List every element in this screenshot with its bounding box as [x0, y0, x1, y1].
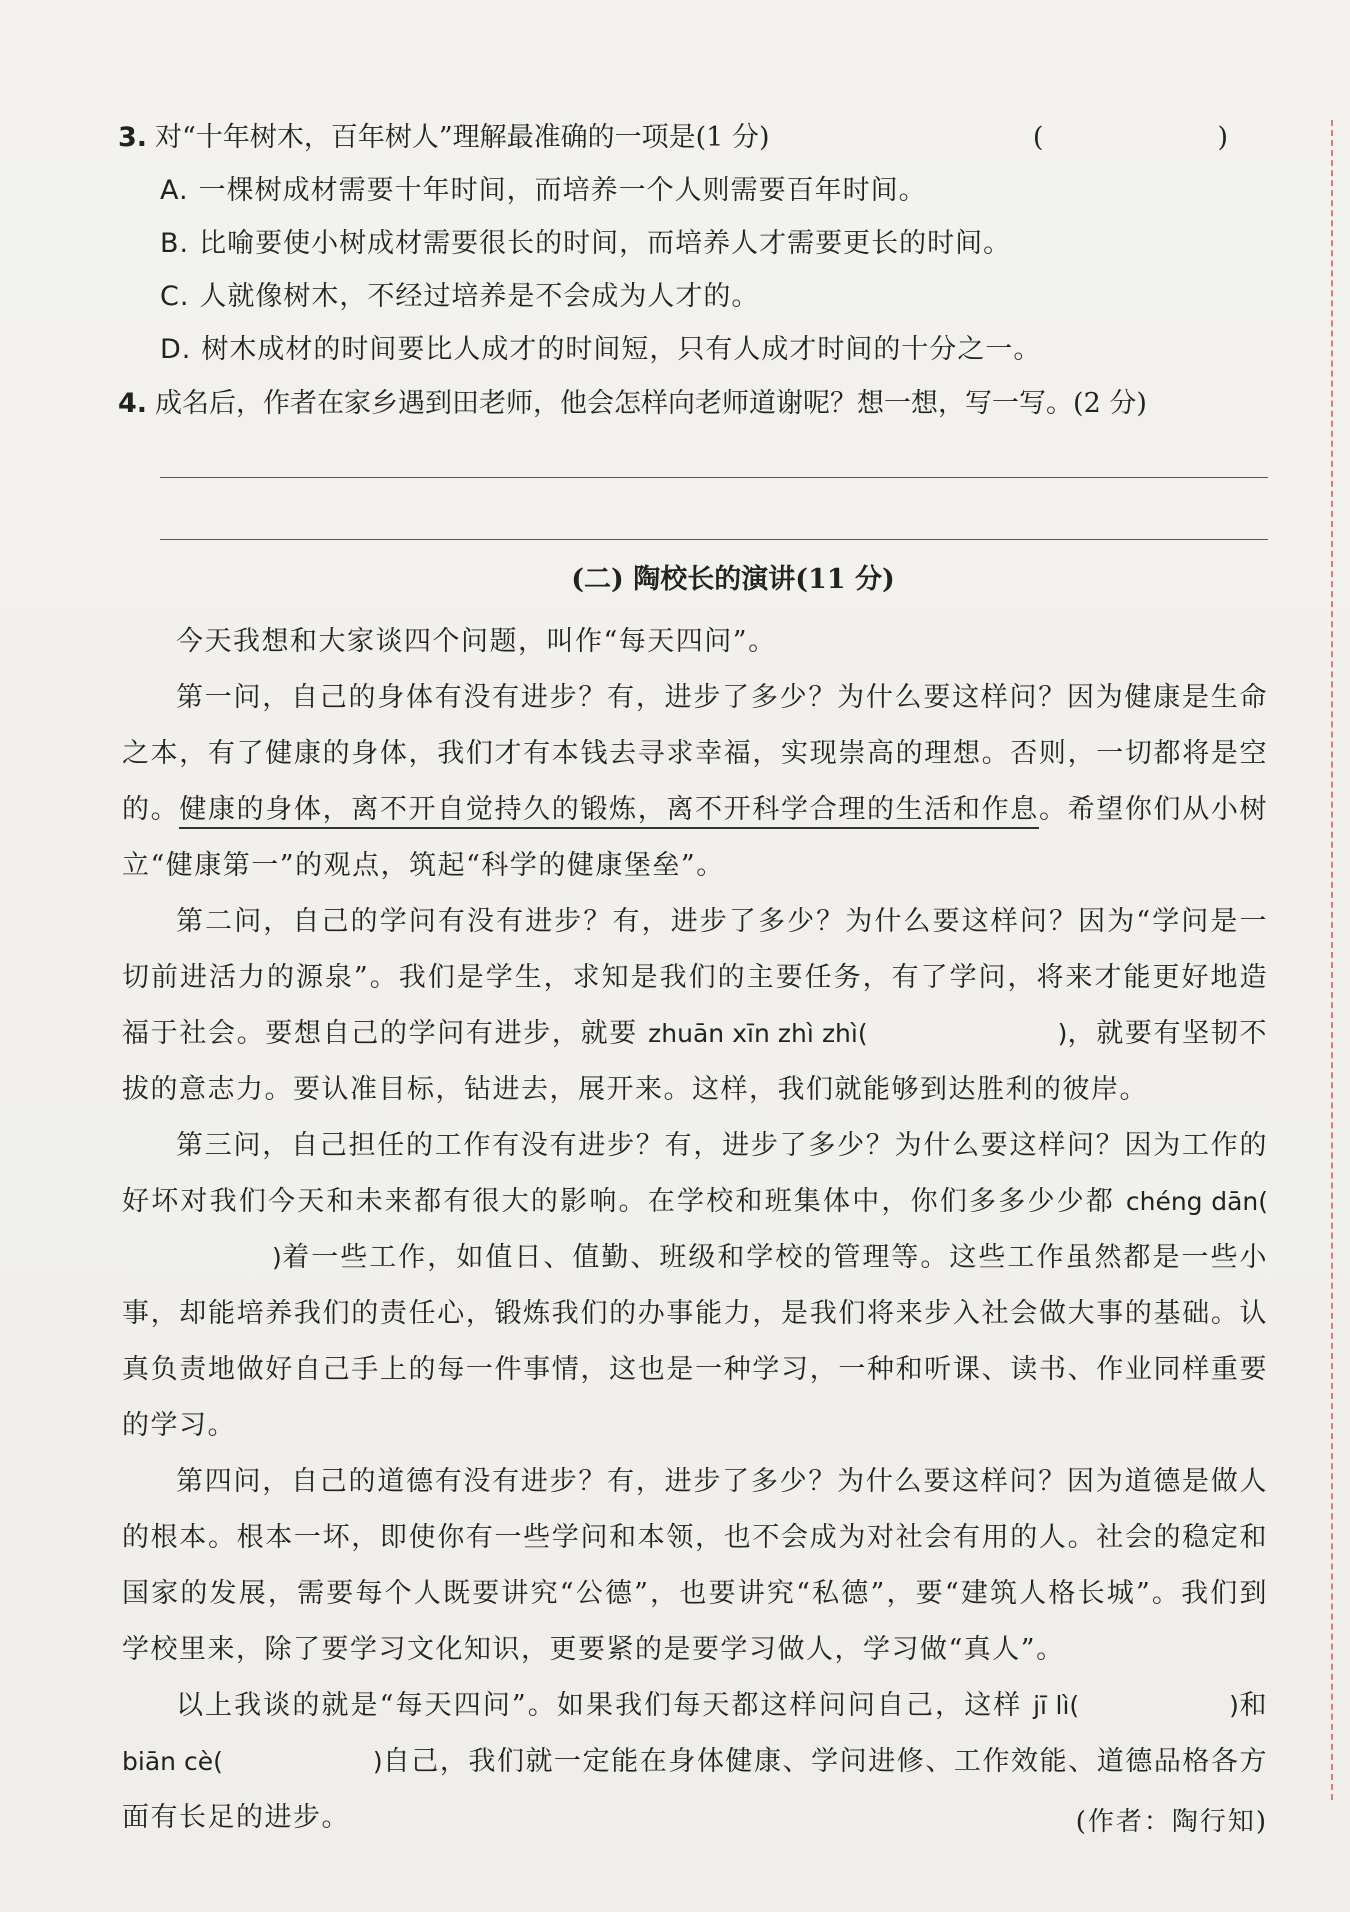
option-letter: C. — [160, 281, 190, 312]
closing-paren: ) — [272, 1243, 282, 1272]
option-letter: D. — [160, 334, 192, 365]
answer-line[interactable] — [160, 476, 1268, 478]
author-credit: (作者：陶行知) — [1075, 1807, 1268, 1837]
question-4 — [118, 384, 1268, 424]
option-text: 树木成材的时间要比人成才的时间短，只有人成才时间的十分之一。 — [201, 334, 1042, 365]
paragraph-text: 着一些工作，如值日、值勤、班级和学校的管理等。这些工作虽然都是一些小事，却能培养我们的责任心，锻炼我们的办事能力，是我们将来步入社会做大事的基础。认真负责地做好自己手上的每一件事情，这也是一种学习，一种和听课、读书、作业同样重要的学习。 — [122, 1242, 1268, 1441]
passage-paragraph-1: 今天我想和大家谈四个问题，叫作“每天四问”。 — [176, 626, 777, 657]
paragraph-text: 以上我谈的就是“每天四问”。如果我们每天都这样问问自己，这样 — [176, 1690, 1034, 1721]
option-c — [118, 277, 1268, 317]
option-b — [118, 224, 1268, 264]
question-3 — [118, 118, 1268, 158]
paragraph-text: ，就要有坚韧不拔的意志力。要认准目标，钻进去，展开来。这样，我们就能够到达胜利的彼岸。 — [122, 1018, 1268, 1105]
question-text: 成名后，作者在家乡遇到田老师，他会怎样向老师道谢呢？想一想，写一写。(2 分) — [155, 388, 1147, 419]
answer-parentheses[interactable]: ( ) — [1032, 122, 1268, 153]
answer-line[interactable] — [160, 538, 1268, 540]
paragraph-text: 。希望你们从小树立“健康第一”的观点，筑起“科学的健康堡垒”。 — [122, 794, 1269, 881]
dashed-cut-line — [1331, 120, 1333, 1800]
option-d — [118, 330, 1268, 370]
paragraph-text: 第三问，自己担任的工作有没有进步？有，进步了多少？为什么要这样问？因为工作的好坏对我们今天和未来都有很大的影响。在学校和班集体中，你们多多少少都 — [122, 1130, 1268, 1217]
option-a — [118, 171, 1268, 211]
pinyin-prompt: chéng dān( — [1125, 1187, 1268, 1216]
option-text: 一棵树成材需要十年时间，而培养一个人则需要百年时间。 — [198, 175, 927, 206]
question-text: 对“十年树木，百年树人”理解最准确的一项是(1 分) — [155, 122, 770, 153]
pinyin-prompt: zhuān xīn zhì zhì( — [648, 1019, 868, 1048]
paragraph-text: 第二问，自己的学问有没有进步？有，进步了多少？为什么要这样问？因为“学问是一切前进活力的源泉”。我们是学生，求知是我们的主要任务，有了学问，将来才能更好地造福于社会。要想自己的学问有进步，就要 — [122, 906, 1268, 1049]
pinyin-prompt: biān cè( — [122, 1747, 223, 1776]
section-title: (二) 陶校长的演讲(11 分) — [571, 564, 895, 595]
question-number: 4. — [118, 388, 148, 419]
closing-paren: ) — [1229, 1691, 1239, 1720]
underlined-sentence: 健康的身体，离不开自觉持久的锻炼，离不开科学合理的生活和作息 — [179, 794, 1039, 829]
option-text: 比喻要使小树成材需要很长的时间，而培养人才需要更长的时间。 — [199, 228, 1012, 259]
closing-paren: ) — [372, 1747, 383, 1776]
passage-paragraph-5: 第四问，自己的道德有没有进步？有，进步了多少？为什么要这样问？因为道德是做人的根本。根本一坏，即使你有一些学问和本领，也不会成为对社会有用的人。社会的稳定和国家的发展，需要每个人既要讲究“公德”，也要讲究“私德”，要“建筑人格长城”。我们到学校里来，除了要学习文化知识，更要紧的是要学习做人，学习做“真人”。 — [122, 1466, 1268, 1665]
closing-paren: ) — [1057, 1019, 1068, 1048]
passage-paragraph-2 — [122, 670, 1268, 894]
pinyin-prompt: jī lì( — [1033, 1691, 1080, 1720]
paragraph-text: 和 — [1238, 1690, 1268, 1721]
option-letter: B. — [160, 228, 190, 259]
option-text: 人就像树木，不经过培养是不会成为人才的。 — [199, 281, 760, 312]
question-number: 3. — [118, 122, 148, 153]
page-content — [118, 118, 1268, 1842]
option-letter: A. — [160, 175, 189, 206]
passage-paragraph-4 — [122, 1118, 1268, 1454]
paragraph-text: 自己，我们就一定能在身体健康、学问进修、工作效能、道德品格各方面有长足的进步。 — [122, 1746, 1269, 1833]
passage-paragraph-3 — [122, 894, 1268, 1118]
paragraph-text: 第一问，自己的身体有没有进步？有，进步了多少？为什么要这样问？因为健康是生命之本，有了健康的身体，我们才有本钱去寻求幸福，实现崇高的理想。否则，一切都将是空的。 — [122, 682, 1268, 825]
